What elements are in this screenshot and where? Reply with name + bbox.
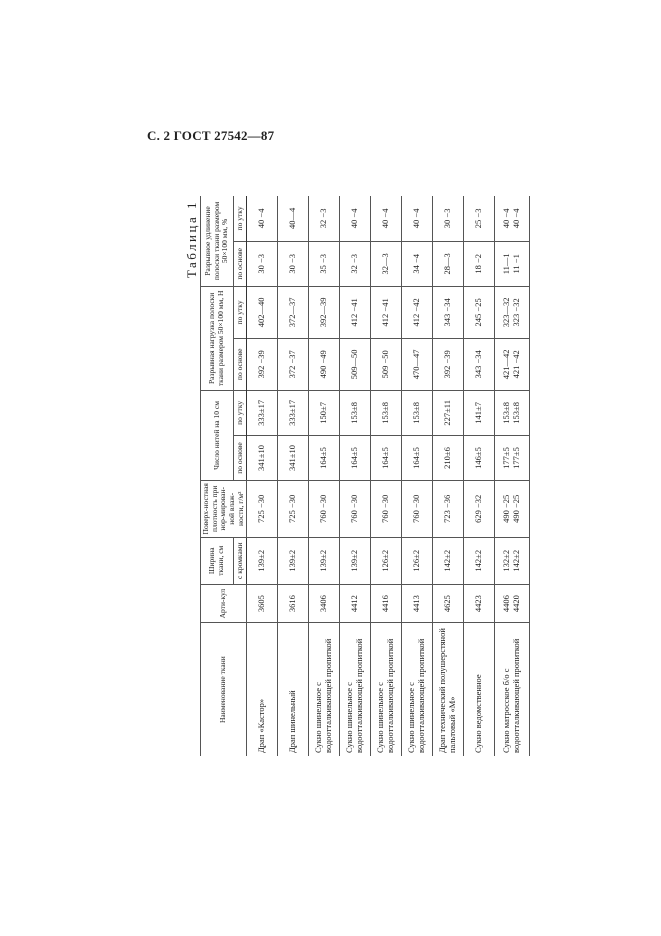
- table-row: [495, 196, 530, 756]
- cell-article: 4413: [402, 584, 433, 622]
- fabric-properties-table: [200, 196, 530, 756]
- cell-article: 4416: [371, 584, 402, 622]
- cell-elong-warp: 28—3: [433, 241, 464, 286]
- cell-load-weft: 343 −34: [433, 286, 464, 338]
- cell-width: [495, 537, 530, 584]
- cell-threads-warp: 164±5: [371, 435, 402, 480]
- cell-elong-weft: 30 −3: [433, 196, 464, 241]
- header-width: Ширина ткани, см: [201, 537, 234, 584]
- cell-elong-weft: 32 −3: [309, 196, 340, 241]
- cell-threads-warp: [495, 435, 530, 480]
- cell-value: 421—42: [501, 349, 512, 380]
- cell-threads-warp: 210±6: [433, 435, 464, 480]
- cell-elong-warp: 32 −3: [340, 241, 371, 286]
- table-caption: Таблица 1: [184, 200, 199, 279]
- cell-elong-weft: 40 −4: [247, 196, 278, 241]
- table-row: [340, 196, 371, 756]
- cell-article: 4423: [464, 584, 495, 622]
- cell-article: [495, 584, 530, 622]
- cell-load-weft: 402—40: [247, 286, 278, 338]
- cell-density: 760 −30: [309, 481, 340, 537]
- cell-value: 323 −32: [511, 298, 522, 327]
- cell-name: Сукно ведомственное: [464, 623, 495, 756]
- table-row: [464, 196, 495, 756]
- header-article: Арти-кул: [201, 584, 247, 622]
- cell-density: 723 −36: [433, 481, 464, 537]
- cell-elong-warp: 35 −3: [309, 241, 340, 286]
- cell-article: 3605: [247, 584, 278, 622]
- cell-elong-warp: 18 −2: [464, 241, 495, 286]
- cell-elong-warp: 32—3: [371, 241, 402, 286]
- cell-threads-warp: 164±5: [309, 435, 340, 480]
- cell-elong-weft: 40—4: [278, 196, 309, 241]
- cell-load-weft: 412 −41: [371, 286, 402, 338]
- header-load-weft: по утку: [233, 286, 246, 338]
- cell-threads-warp: 164±5: [402, 435, 433, 480]
- cell-name: Драп «Кастор»: [247, 623, 278, 756]
- cell-elong-warp: [495, 241, 530, 286]
- rotated-table-container: [184, 196, 536, 756]
- cell-load-warp: 343 −34: [464, 338, 495, 390]
- cell-density: 760 −30: [371, 481, 402, 537]
- cell-value: 490 −25: [511, 494, 522, 523]
- cell-value: 40 −4: [501, 208, 512, 229]
- cell-load-warp: 392 −39: [433, 338, 464, 390]
- cell-load-weft: 372—37: [278, 286, 309, 338]
- cell-load-weft: 412 −42: [402, 286, 433, 338]
- cell-name: Сукно шинельное с водоотталкивающей пропиткой: [309, 623, 340, 756]
- cell-load-warp: [495, 338, 530, 390]
- cell-value: 40 −4: [511, 208, 522, 229]
- cell-threads-weft: 150±7: [309, 390, 340, 435]
- table-row: [433, 196, 464, 756]
- cell-load-warp: 392 −39: [247, 338, 278, 390]
- cell-width: 139±2: [309, 537, 340, 584]
- cell-value: 153±8: [511, 402, 522, 424]
- table-row: [278, 196, 309, 756]
- cell-elong-weft: 40 −4: [340, 196, 371, 241]
- cell-elong-warp: 34 −4: [402, 241, 433, 286]
- cell-value: 153±8: [501, 402, 512, 424]
- cell-name: Сукно шинельное с водоотталкивающей пропиткой: [402, 623, 433, 756]
- cell-threads-weft: 333±17: [247, 390, 278, 435]
- cell-value: 323—32: [501, 297, 512, 328]
- cell-threads-weft: 153±8: [371, 390, 402, 435]
- cell-width: 139±2: [278, 537, 309, 584]
- cell-load-weft: 392—39: [309, 286, 340, 338]
- cell-name: Сукно шинельное с водоотталкивающей пропиткой: [371, 623, 402, 756]
- cell-threads-weft: 333±17: [278, 390, 309, 435]
- cell-width: 142±2: [464, 537, 495, 584]
- cell-elong-weft: 40 −4: [402, 196, 433, 241]
- cell-article: 3616: [278, 584, 309, 622]
- cell-width: 139±2: [340, 537, 371, 584]
- cell-elong-weft: 25 −3: [464, 196, 495, 241]
- header-elong-warp: по основе: [233, 241, 246, 286]
- cell-threads-weft: 153±8: [340, 390, 371, 435]
- cell-load-warp: 372 −37: [278, 338, 309, 390]
- header-density: Поверх-ностная плотность при нор-мирован-ной влаж-ности, г/м²: [201, 481, 247, 537]
- cell-threads-warp: 164±5: [340, 435, 371, 480]
- table-row: [247, 196, 278, 756]
- cell-threads-weft: 227±11: [433, 390, 464, 435]
- cell-density: 725 −30: [278, 481, 309, 537]
- cell-value: 177±5: [501, 447, 512, 469]
- header-elong-weft: по утку: [233, 196, 246, 241]
- cell-value: 490 −25: [501, 494, 512, 523]
- header-threads-weft: по утку: [233, 390, 246, 435]
- cell-load-warp: 490 −49: [309, 338, 340, 390]
- cell-name: Драп технический полушерстяной пальтовый «М»: [433, 623, 464, 756]
- cell-load-weft: 245 −25: [464, 286, 495, 338]
- page-header: С. 2 ГОСТ 27542—87: [147, 128, 275, 143]
- cell-article: 3406: [309, 584, 340, 622]
- cell-threads-weft: 153±8: [402, 390, 433, 435]
- cell-value: 11—1: [501, 253, 512, 275]
- cell-value: 177±5: [511, 447, 522, 469]
- header-load: Разрывная нагрузка полоски ткани размером 50×100 мм, Н: [201, 286, 234, 390]
- cell-threads-weft: [495, 390, 530, 435]
- cell-width: 142±2: [433, 537, 464, 584]
- cell-value: 142±2: [511, 549, 522, 572]
- cell-threads-warp: 341±10: [278, 435, 309, 480]
- cell-threads-weft: 141±7: [464, 390, 495, 435]
- cell-value: 11 −1: [511, 254, 522, 274]
- table-row: [371, 196, 402, 756]
- cell-width: 126±2: [402, 537, 433, 584]
- cell-density: 725 −30: [247, 481, 278, 537]
- cell-load-weft: [495, 286, 530, 338]
- cell-density: 629 −32: [464, 481, 495, 537]
- cell-threads-warp: 146±5: [464, 435, 495, 480]
- header-threads: Число нитей на 10 см: [201, 390, 234, 480]
- cell-threads-warp: 341±10: [247, 435, 278, 480]
- header-load-warp: по основе: [233, 338, 246, 390]
- table-row: [402, 196, 433, 756]
- cell-width: 126±2: [371, 537, 402, 584]
- cell-elong-warp: 30 −3: [278, 241, 309, 286]
- cell-value: 4420: [511, 595, 522, 613]
- cell-elong-warp: 30 −3: [247, 241, 278, 286]
- cell-width: 139±2: [247, 537, 278, 584]
- cell-density: 760 −30: [402, 481, 433, 537]
- header-width-sub: с кромками: [233, 537, 246, 584]
- table-row: [309, 196, 340, 756]
- cell-density: 760 −30: [340, 481, 371, 537]
- cell-load-warp: 509—50: [340, 338, 371, 390]
- header-name: Наименование ткани: [201, 623, 247, 756]
- cell-value: 132±2: [501, 549, 512, 572]
- cell-load-warp: 509 −50: [371, 338, 402, 390]
- cell-load-weft: 412 −41: [340, 286, 371, 338]
- header-elongation: Разрывное удлинение полоски ткани размером 50×100 мм, %: [201, 196, 234, 286]
- cell-name: Сукно матросское б/о с водоотталкивающей пропиткой: [495, 623, 530, 756]
- cell-elong-weft: 40 −4: [371, 196, 402, 241]
- cell-elong-weft: [495, 196, 530, 241]
- cell-value: 421 −42: [511, 350, 522, 379]
- cell-name: Сукно шинельное с водоотталкивающей пропиткой: [340, 623, 371, 756]
- header-threads-warp: по основе: [233, 435, 246, 480]
- cell-article: 4625: [433, 584, 464, 622]
- cell-article: 4412: [340, 584, 371, 622]
- cell-value: 4406: [501, 595, 512, 613]
- cell-density: [495, 481, 530, 537]
- cell-name: Драп шинельный: [278, 623, 309, 756]
- cell-load-warp: 470—47: [402, 338, 433, 390]
